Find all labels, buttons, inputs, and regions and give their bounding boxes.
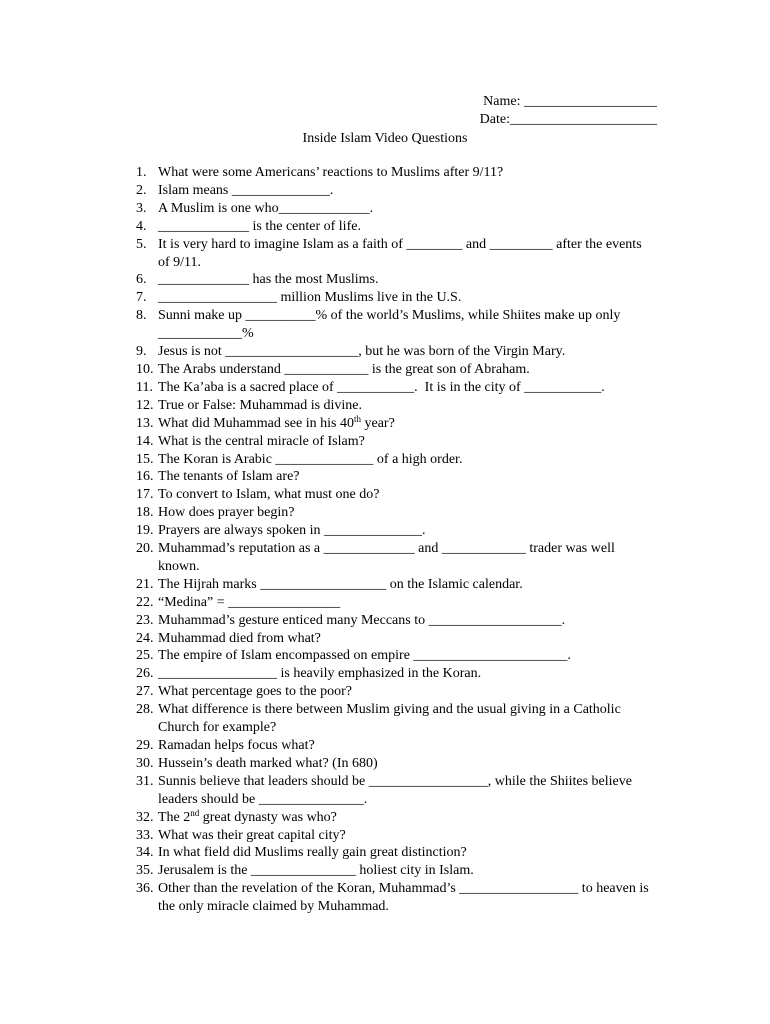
- question-number: 33.: [136, 827, 154, 843]
- question-text: The empire of Islam encompassed on empire ______________________.: [158, 648, 571, 664]
- question-item: [136, 665, 656, 683]
- question-text: The tenants of Islam are?: [158, 469, 300, 485]
- question-text: [158, 809, 656, 827]
- question-item: [136, 576, 656, 594]
- question-item: [136, 307, 656, 343]
- question-text: Muhammad’s gesture enticed many Meccans to ___________________.: [158, 612, 566, 628]
- ordinal-superscript: th: [353, 413, 361, 424]
- question-number: 2.: [136, 182, 147, 198]
- question-number: 13.: [136, 415, 154, 431]
- question-text: Jerusalem is the _______________ holiest city in Islam.: [158, 863, 474, 879]
- ordinal-superscript: nd: [190, 807, 200, 818]
- question-item: [136, 200, 656, 218]
- question-number: 34.: [136, 845, 154, 861]
- question-number: 5.: [136, 236, 147, 252]
- question-text: [158, 415, 656, 433]
- question-number: 26.: [136, 666, 154, 682]
- question-item: [136, 182, 656, 200]
- question-number: 14.: [136, 433, 154, 449]
- question-item: [136, 343, 656, 361]
- question-number: 15.: [136, 451, 154, 467]
- question-text: What is the central miracle of Islam?: [158, 433, 365, 449]
- question-text: It is very hard to imagine Islam as a faith of ________ and _________ after the events of 9/11.: [158, 236, 646, 270]
- question-item: [136, 415, 656, 433]
- question-text-part: year?: [360, 415, 395, 431]
- question-item: [136, 218, 656, 236]
- question-number: 12.: [136, 397, 154, 413]
- question-item: [136, 361, 656, 379]
- question-text: What difference is there between Muslim giving and the usual giving in a Catholic Church for example?: [158, 702, 625, 736]
- question-text: How does prayer begin?: [158, 505, 295, 521]
- question-item: [136, 862, 656, 880]
- question-text: Muhammad died from what?: [158, 630, 321, 646]
- question-number: 22.: [136, 594, 154, 610]
- question-number: 11.: [136, 379, 153, 395]
- question-text: Hussein’s death marked what? (In 680): [158, 755, 378, 771]
- question-item: [136, 773, 656, 809]
- question-item: [136, 433, 656, 451]
- question-item: [136, 468, 656, 486]
- question-list: [136, 164, 656, 916]
- question-item: [136, 486, 656, 504]
- question-text-part: great dynasty was who?: [199, 809, 337, 825]
- question-item: [136, 504, 656, 522]
- question-item: [136, 809, 656, 827]
- question-number: 27.: [136, 684, 154, 700]
- question-text: Sunnis believe that leaders should be _________________, while the Shiites believe leaders should be _______________.: [158, 773, 636, 807]
- question-text: Sunni make up __________% of the world’s Muslims, while Shiites make up only ____________%: [158, 308, 624, 342]
- question-text: The Arabs understand ____________ is the great son of Abraham.: [158, 361, 530, 377]
- question-number: 1.: [136, 165, 147, 180]
- name-field-line: Name: ___________________: [483, 94, 657, 109]
- question-number: 28.: [136, 702, 154, 718]
- question-text: _____________ is the center of life.: [158, 218, 361, 234]
- date-field-line: Date:_____________________: [479, 112, 657, 127]
- question-text: The Ka’aba is a sacred place of ___________. It is in the city of ___________.: [158, 379, 605, 395]
- question-text: The Hijrah marks __________________ on the Islamic calendar.: [158, 576, 523, 592]
- question-number: 17.: [136, 487, 154, 503]
- question-text: _____________ has the most Muslims.: [158, 272, 379, 288]
- question-item: [136, 612, 656, 630]
- question-item: [136, 647, 656, 665]
- question-item: [136, 379, 656, 397]
- question-item: [136, 701, 656, 737]
- question-text: To convert to Islam, what must one do?: [158, 487, 380, 503]
- question-text-part: What did Muhammad see in his 40: [158, 415, 354, 431]
- question-number: 32.: [136, 809, 154, 825]
- question-item: [136, 630, 656, 648]
- question-number: 24.: [136, 630, 154, 646]
- question-text: Muhammad’s reputation as a _____________ and ____________ trader was well known.: [158, 541, 619, 574]
- question-text: True or False: Muhammad is divine.: [158, 397, 363, 413]
- question-number: 36.: [136, 881, 154, 897]
- question-item: [136, 397, 656, 415]
- question-item: [136, 737, 656, 755]
- question-text-part: The 2: [158, 809, 191, 825]
- question-number: 25.: [136, 648, 154, 664]
- question-item: [136, 594, 656, 612]
- question-item: [136, 540, 656, 576]
- question-text: Prayers are always spoken in ______________.: [158, 523, 426, 539]
- question-item: [136, 844, 656, 862]
- question-number: 3.: [136, 200, 147, 216]
- question-text: Ramadan helps focus what?: [158, 738, 315, 753]
- question-number: 9.: [136, 344, 147, 360]
- question-item: [136, 236, 656, 272]
- question-text: Other than the revelation of the Koran, Muhammad’s _________________ to heaven is the only miracle claimed by Muhammad.: [158, 881, 653, 915]
- question-number: 29.: [136, 738, 154, 753]
- question-text: Jesus is not ___________________, but he was born of the Virgin Mary.: [158, 344, 566, 360]
- question-text: Islam means ______________.: [158, 182, 334, 198]
- question-number: 7.: [136, 290, 147, 306]
- question-item: [136, 164, 656, 182]
- question-text: _________________ million Muslims live in the U.S.: [158, 290, 462, 306]
- question-number: 4.: [136, 218, 147, 234]
- question-item: [136, 683, 656, 701]
- question-number: 23.: [136, 612, 154, 628]
- question-item: [136, 451, 656, 469]
- question-number: 20.: [136, 541, 154, 557]
- question-item: [136, 522, 656, 540]
- worksheet-title: Inside Islam Video Questions: [302, 131, 468, 146]
- question-number: 19.: [136, 523, 154, 539]
- question-text: What percentage goes to the poor?: [158, 684, 352, 700]
- question-number: 16.: [136, 469, 154, 485]
- question-text: The Koran is Arabic ______________ of a high order.: [158, 451, 463, 467]
- question-item: [136, 755, 656, 773]
- question-number: 35.: [136, 863, 154, 879]
- question-number: 18.: [136, 505, 154, 521]
- question-number: 30.: [136, 755, 154, 771]
- question-text: What was their great capital city?: [158, 827, 346, 843]
- question-text: _________________ is heavily emphasized in the Koran.: [158, 666, 482, 682]
- question-number: 31.: [136, 773, 154, 789]
- question-item: [136, 880, 656, 916]
- question-text: In what field did Muslims really gain great distinction?: [158, 845, 467, 861]
- question-text: What were some Americans’ reactions to Muslims after 9/11?: [158, 165, 504, 180]
- question-item: [136, 289, 656, 307]
- question-number: 21.: [136, 576, 154, 592]
- question-number: 10.: [136, 361, 154, 377]
- question-item: [136, 271, 656, 289]
- question-item: [136, 827, 656, 845]
- question-text: A Muslim is one who_____________.: [158, 200, 374, 216]
- question-text: “Medina” = ________________: [158, 594, 341, 610]
- question-number: 8.: [136, 308, 147, 324]
- question-number: 6.: [136, 272, 147, 288]
